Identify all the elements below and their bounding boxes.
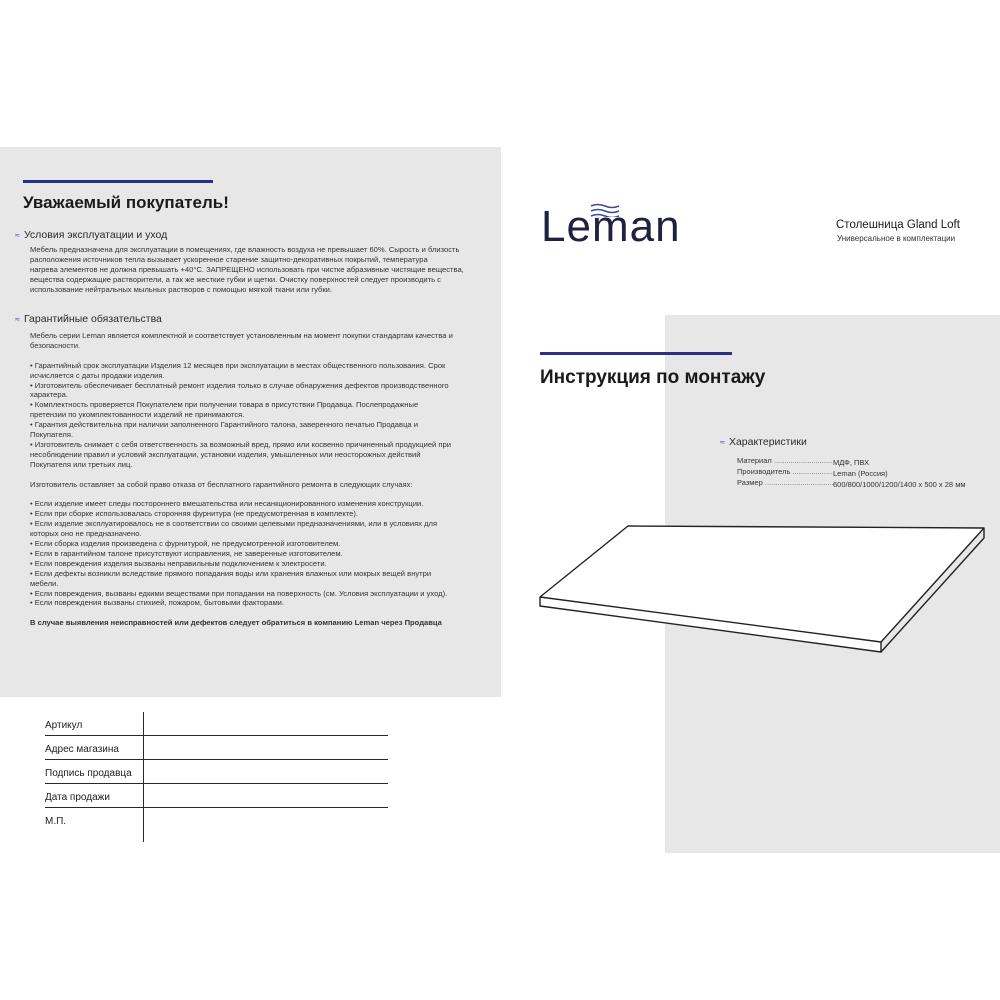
contact-note: В случае выявления неисправностей или дефектов следует обратиться в компанию Leman через Продавца: [30, 618, 442, 628]
form-label: Дата продажи: [45, 792, 110, 803]
care-section-title: ≈ Условия эксплуатации и уход: [15, 229, 168, 241]
product-subtitle: Универсальное в комплектации: [837, 234, 956, 243]
logo-text: Leman: [541, 202, 681, 251]
specs-section-title: ≈ Характеристики: [720, 436, 807, 448]
spec-row-size: Размер ..... 600/800/1000/1200/1400 х 500 х 28 мм: [737, 478, 966, 489]
countertop-illustration: [532, 518, 994, 670]
form-row-seller-signature[interactable]: [45, 761, 388, 784]
product-name: Столешница Gland Loft: [836, 219, 960, 231]
form-label: Адрес магазина: [45, 744, 119, 755]
form-row-sale-date[interactable]: [45, 785, 388, 808]
accent-line: [540, 352, 732, 355]
spec-row-material: Материал ..... МДФ, ПВХ: [737, 456, 869, 467]
wave-icon: ≈: [15, 231, 19, 239]
greeting-title: Уважаемый покупатель!: [23, 193, 229, 212]
accent-line: [23, 180, 213, 183]
manual-title: Инструкция по монтажу: [540, 367, 766, 388]
care-text: Мебель предназначена для эксплуатации в помещениях, где влажность воздуха не превышает 60%. Сырость и близость расположения источников тепла вызывает ускоренное старение защитно-декоративных покрытий, температура нагрева элементов не должна превышать +40°С. ЗАПРЕЩЕНО использовать при чистке абразивные чистящие вещества, вещества содержащие растворители, а так же жесткие губки и щетки. Очистку поверхностей следует производить с использование нейтральных мыльных растворов с помощью мягкой ткани или губки.: [30, 245, 464, 294]
wave-icon: ≈: [15, 315, 19, 323]
form-label: Артикул: [45, 720, 83, 731]
warranty-text: Мебель серии Leman является комплектной и соответствует установленным на момент покупки стандартам качества и безопасности. • Гарантийный срок эксплуатации Изделия 12 месяцев при эксплуатации в местах общественного пользования. Срок исчисляется с даты продажи изделия. • Изготовитель обеспечивает бесплатный ремонт изделия только в случае обнаружения дефектов производственного характера. • Комплектность проверяется Покупателем при получении товара в присутствии Продавца. Послепродажные претензии по укомплектованности изделий не принимаются. • Гарантия действительна при наличии заполненного Гарантийного талона, заверенного печатью Продавца и Покупателя. • Изготовитель снимает с себя ответственность за возможный вред, прямо или косвенно причиненный продукцией при несоблюдении правил и условий эксплуатации, установки изделия, умышленных или неосторожных действий Покупателя или третьих лиц. Изготовитель оставляет за собой право отказа от бесплатного гарантийного ремонта в следующих случаях: • Если изделие имеет следы постороннего вмешательства или несанкционированного изменения конструкции. • Если при сборке использовалась сторонняя фурнитура (не предусмотренная в комплекте). • Если изделие эксплуатировалось не в соответствии со своими целевыми предназначениями, или в условиях для которых оно не предназначено. • Если сборка изделия произведена с фурнитурой, не предусмотренной изготовителем. • Если в гарантийном талоне присутствуют исправления, не заверенные изготовителем. • Если повреждения изделия вызваны неправильным подключением к электросети. • Если дефекты возникли вследствие прямого попадания воды или хранения влажных или мокрых вещей внутри мебели. • Если повреждения, вызваны едкими веществами при попадании на поверхность (см. Условия эксплуатации и уход). • Если повреждения вызваны стихией, пожаром, бытовыми факторами. В случае выявления неисправностей или дефектов следует обратиться в компанию Leman через Продавца: [30, 331, 492, 628]
form-row-stamp: [45, 809, 388, 831]
warranty-section-title: ≈ Гарантийные обязательства: [15, 313, 162, 325]
form-label: Подпись продавца: [45, 768, 132, 779]
spec-row-manufacturer: Производитель ..... Leman (Россия): [737, 467, 888, 478]
form-row-store-address[interactable]: [45, 737, 388, 760]
form-row-article[interactable]: [45, 713, 388, 736]
form-label: М.П.: [45, 816, 67, 827]
wave-icon: ≈: [720, 438, 724, 446]
